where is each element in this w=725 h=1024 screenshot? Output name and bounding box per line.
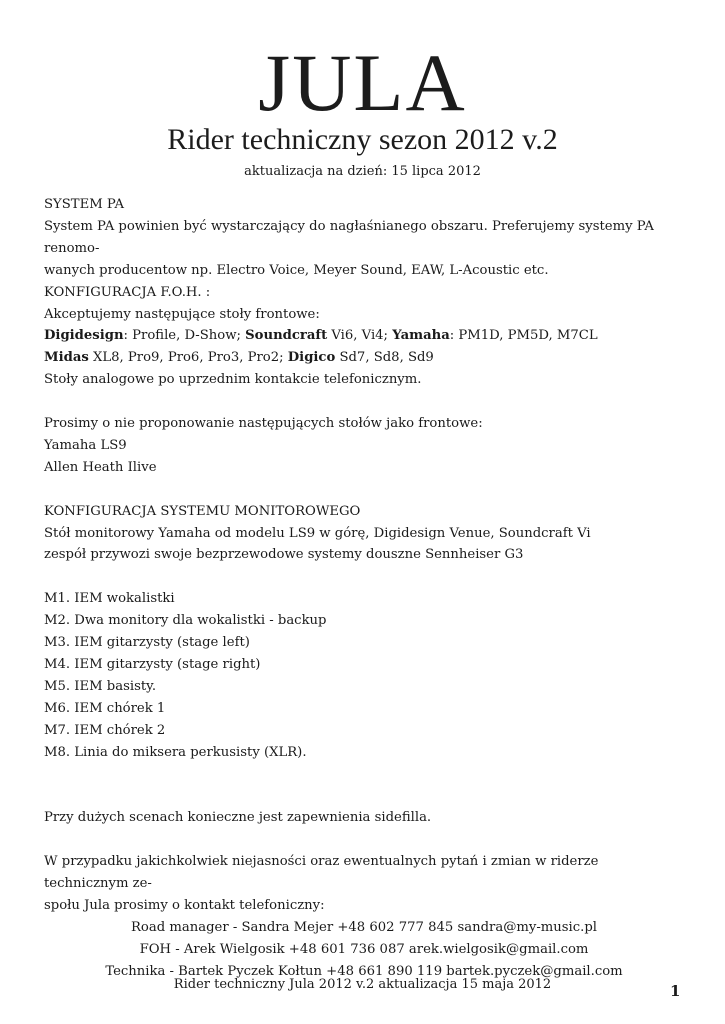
rejected-console: Yamaha LS9 (44, 437, 127, 453)
update-date: aktualizacja na dzień: 15 lipca 2012 (244, 164, 481, 179)
page-number: 1 (670, 982, 681, 1000)
console-brand: Soundcraft (245, 328, 328, 344)
foh-heading: KONFIGURACJA F.O.H. : (44, 284, 211, 300)
contact-technika: Technika - Bartek Pyczek Kołtun +48 661 890 119 bartek.pyczek@gmail.com (105, 963, 623, 979)
console-models: : PM1D, PM5D, M7CL (449, 328, 598, 344)
contact-road-manager: Road manager - Sandra Mejer +48 602 777 845 sandra@my-music.pl (130, 919, 598, 935)
system-pa-heading: SYSTEM PA (44, 197, 125, 212)
monitor-console-line: Stół monitorowy Yamaha od modelu LS9 w górę, Digidesign Venue, Soundcraft Vi (44, 525, 591, 541)
foh-accepted-intro: Akceptujemy następujące stoły frontowe: (44, 306, 320, 322)
monitor-heading: KONFIGURACJA SYSTEMU MONITOROWEGO (44, 503, 361, 519)
console-models: Vi6, Vi4; (327, 328, 393, 344)
foh-consoles-line2 (44, 347, 684, 369)
rider-subtitle: Rider techniczny sezon 2012 v.2 (167, 123, 558, 156)
system-pa-text-line2: wanych producentow np. Electro Voice, Meyer Sound, EAW, L-Acoustic etc. (44, 262, 549, 278)
system-pa-text-line1: System PA powinien być wystarczający do nagłaśnianego obszaru. Preferujemy systemy PA renomo- (44, 218, 654, 256)
monitor-mix: M7. IEM chórek 2 (44, 722, 166, 738)
console-models: : Profile, D-Show; (123, 328, 246, 344)
sidefill-note: Przy dużych scenach konieczne jest zapewnienia sidefilla. (44, 810, 432, 826)
band-title: JULA (258, 37, 467, 128)
console-brand: Midas (44, 350, 89, 366)
console-models: Sd7, Sd8, Sd9 (335, 350, 434, 366)
monitor-mix: M3. IEM gitarzysty (stage left) (44, 635, 250, 651)
rider-body (44, 194, 684, 983)
monitor-mix: M2. Dwa monitory dla wokalistki - backup (44, 613, 327, 629)
contact-intro-line1: W przypadku jakichkolwiek niejasności oraz ewentualnych pytań i zmian w riderze technicznym ze- (44, 854, 599, 892)
page-footer: Rider techniczny Jula 2012 v.2 aktualizacja 15 maja 2012 (173, 977, 552, 992)
rejected-console: Allen Heath Ilive (44, 459, 157, 475)
console-brand: Yamaha (392, 328, 450, 344)
monitor-iem-line: zespół przywozi swoje bezprzewodowe systemy douszne Sennheiser G3 (44, 547, 524, 563)
console-models: XL8, Pro9, Pro6, Pro3, Pro2; (88, 350, 288, 366)
contact-intro (44, 851, 684, 917)
monitor-mix: M5. IEM basisty. (44, 678, 157, 694)
foh-consoles-line1 (44, 325, 684, 347)
console-brand: Digidesign (44, 328, 124, 344)
system-pa-text (44, 216, 684, 282)
foh-rejected-intro: Prosimy o nie proponowanie następujących stołów jako frontowe: (44, 416, 483, 432)
contact-foh: FOH - Arek Wielgosik +48 601 736 087 arek.wielgosik@gmail.com (139, 941, 589, 957)
monitor-mix: M4. IEM gitarzysty (stage right) (44, 656, 261, 672)
monitor-mix: M8. Linia do miksera perkusisty (XLR). (44, 744, 307, 760)
contact-intro-line2: społu Jula prosimy o kontakt telefoniczny: (44, 897, 325, 913)
monitor-mix: M1. IEM wokalistki (44, 591, 175, 607)
foh-analog-note: Stoły analogowe po uprzednim kontakcie telefonicznym. (44, 372, 422, 388)
monitor-mix: M6. IEM chórek 1 (44, 700, 166, 716)
console-brand: Digico (287, 350, 336, 366)
